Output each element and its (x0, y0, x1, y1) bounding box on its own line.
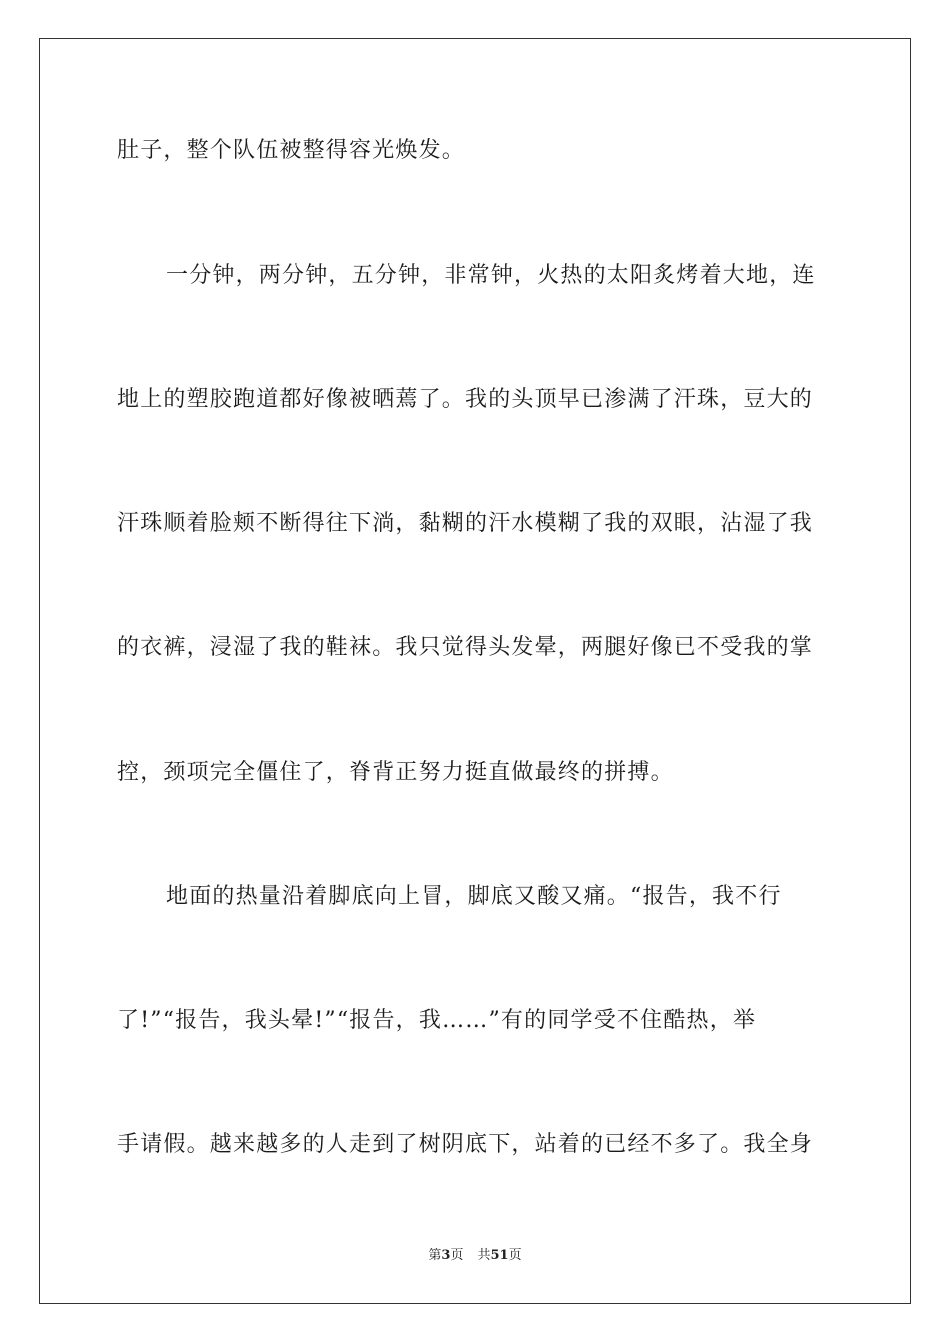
text-line: 控，颈项完全僵住了，脊背正努力挺直做最终的拼搏。 (117, 760, 674, 785)
page-footer (0, 1247, 950, 1265)
total-suffix: 页 (508, 1248, 522, 1263)
page-prefix: 第 (428, 1248, 442, 1263)
text-line: 了!”“报告，我头晕!”“报告，我……”有的同学受不住酷热，举 (117, 1008, 757, 1033)
page-border (39, 38, 911, 1304)
total-pages: 51 (490, 1248, 509, 1263)
page-number: 3 (441, 1248, 451, 1263)
text-line: 肚子，整个队伍被整得容光焕发。 (117, 138, 466, 163)
page-suffix: 页 (450, 1248, 464, 1263)
text-line: 手请假。越来越多的人走到了树阴底下，站着的已经不多了。我全身 (117, 1132, 814, 1157)
paragraph-first-line: 一分钟，两分钟，五分钟，非常钟，火热的太阳炙烤着大地，连 (166, 263, 816, 288)
text-line: 地上的塑胶跑道都好像被晒蔫了。我的头顶早已渗满了汗珠，豆大的 (117, 387, 814, 412)
paragraph-first-line: 地面的热量沿着脚底向上冒，脚底又酸又痛。“报告，我不行 (166, 884, 782, 909)
total-prefix: 共 (477, 1248, 491, 1263)
text-line: 的衣裤，浸湿了我的鞋袜。我只觉得头发晕，两腿好像已不受我的掌 (117, 635, 814, 660)
text-line: 汗珠顺着脸颊不断得往下淌，黏糊的汗水模糊了我的双眼，沾湿了我 (117, 511, 814, 536)
